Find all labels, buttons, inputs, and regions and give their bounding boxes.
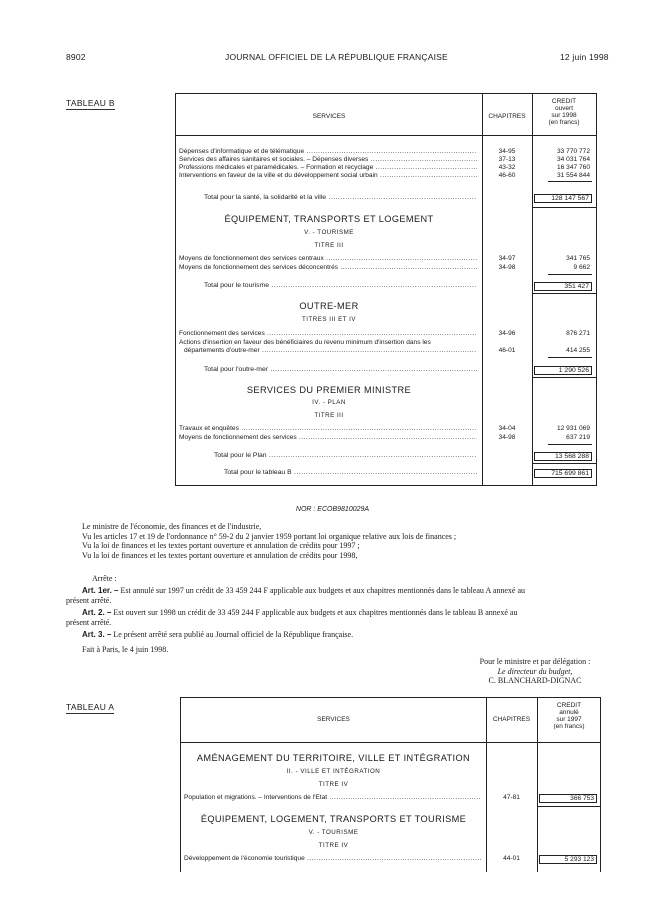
col-services: SERVICES <box>312 113 346 120</box>
article-1: Art. 1er. – Est annulé sur 1997 un crédit de 33 459 244 F applicable aux budgets et aux chapitres mentionnés dans le tableau A annexé au présent arrêté. <box>66 586 526 605</box>
section-title: SERVICES DU PREMIER MINISTRE <box>246 385 412 395</box>
section-subtitle: V. - TOURISME <box>308 829 359 836</box>
col-chapitres: CHAPITRES <box>492 716 531 723</box>
tableau-a-label: TABLEAU A <box>66 702 115 712</box>
col-credit: CREDIT ouvert sur 1998 (en francs) <box>548 98 580 126</box>
page-number: 8902 <box>66 52 86 62</box>
section-titre: TITRE IV <box>318 842 349 849</box>
section-title: ÉQUIPEMENT, TRANSPORTS ET LOGEMENT <box>224 214 434 224</box>
article-3: Art. 3. – Le présent arrêté sera publié au Journal officiel de la République française. <box>82 630 354 639</box>
section-titre: TITRE III <box>314 412 344 419</box>
section-titre: TITRE III <box>314 242 344 249</box>
issue-date: 12 juin 1998 <box>560 52 609 62</box>
section-title: OUTRE-MER <box>299 301 359 311</box>
section-subtitle: II. - VILLE ET INTÉGRATION <box>286 768 381 775</box>
fait-a-paris: Fait à Paris, le 4 juin 1998. <box>82 645 169 654</box>
section-title: ÉQUIPEMENT, LOGEMENT, TRANSPORTS ET TOURISME <box>200 814 467 824</box>
section-title: AMÉNAGEMENT DU TERRITOIRE, VILLE ET INTÉGRATION <box>196 753 471 763</box>
col-credit: CREDIT annulé sur 1997 (en francs) <box>553 702 585 730</box>
journal-title: JOURNAL OFFICIEL DE LA RÉPUBLIQUE FRANÇAISE <box>225 52 448 62</box>
section-titre: TITRES III ET IV <box>302 316 356 323</box>
tableau-b: SERVICES CHAPITRES CREDIT ouvert sur 1998 (en francs) Dépenses d'informatique et de télématique ..... 34-95 33 770 772 Services des affaires sanitaires et sociales. – Dépenses diverses ..... 37-13 34 031 764 Professions médicales et paramédicales. – Formation et recyclage ..... 43-32 16 347 760 Interventions en faveur de la ville et du développement social urbain ..... 46-60 31 554 844 Total pour la santé, la solidarité et la ville ..... 128 147 567 ÉQUIPEMENT, TRANSPORTS ET LOGEMENT V. - TOURISME TITRE III Moyens de fonctionnement des services centraux ..... 34-97 341 765 Moyens de fonctionnement des services déconcentrés ..... 34-98 9 662 Total pour le tourisme ..... 351 427 OUTRE-MER TITRES III ET IV Fonctionnement des services ..... 34-96 876 271 Actions d'insertion en faveur des bénéficiaires du revenu minimum d'insertion dans les départements d'outre-mer ..... 46-01 414 255 Total pour l'outre-mer ..... 1 290 526 SERVICES DU PREMIER MINISTRE IV. - PLAN TITRE III Travaux et enquêtes ..... 34-04 12 931 069 Moyens de fonctionnement des services ..... 34-98 637 219 Total pour le Plan ..... 13 568 288 Total pour le tableau B ..... 715 699 861 <box>175 93 597 486</box>
arrete-intro: Le ministre de l'économie, des finances et de l'industrie, Vu les articles 17 et 19 de l'ordonnance n° 59-2 du 2 janvier 1959 portant loi organique relative aux lois de finances ; Vu la loi de finances et les textes portant ouverture et annulation de crédits pour 1997 ; Vu la loi de finances et les textes portant ouverture et annulation de crédits pour 1998, <box>82 522 457 560</box>
col-chapitres: CHAPITRES <box>488 113 526 120</box>
nor-reference: NOR : ECOB9810029A <box>295 506 370 513</box>
article-2: Art. 2. – Est ouvert sur 1998 un crédit de 33 459 244 F applicable aux budgets et aux chapitres mentionnés dans le tableau B annexé au présent arrêté. <box>66 608 518 627</box>
signature-block: Pour le ministre et par délégation : Le directeur du budget, C. BLANCHARD-DIGNAC <box>479 657 591 686</box>
section-subtitle: IV. - PLAN <box>312 399 346 406</box>
section-subtitle: V. - TOURISME <box>304 229 354 236</box>
section-titre: TITRE IV <box>318 781 349 788</box>
col-services: SERVICES <box>317 716 350 723</box>
arrete-label: Arrête : <box>92 574 117 583</box>
tableau-b-label: TABLEAU B <box>66 98 115 108</box>
tableau-a: SERVICES CHAPITRES CREDIT annulé sur 1997 (en francs) AMÉNAGEMENT DU TERRITOIRE, VILLE ET INTÉGRATION II. - VILLE ET INTÉGRATION TITRE IV Population et migrations. – Interventions de l'Etat ..... 47-81 366 753 ÉQUIPEMENT, LOGEMENT, TRANSPORTS ET TOURISME V. - TOURISME TITRE IV Développement de l'économie touristique ..... 44-01 5 293 123 <box>180 697 601 872</box>
